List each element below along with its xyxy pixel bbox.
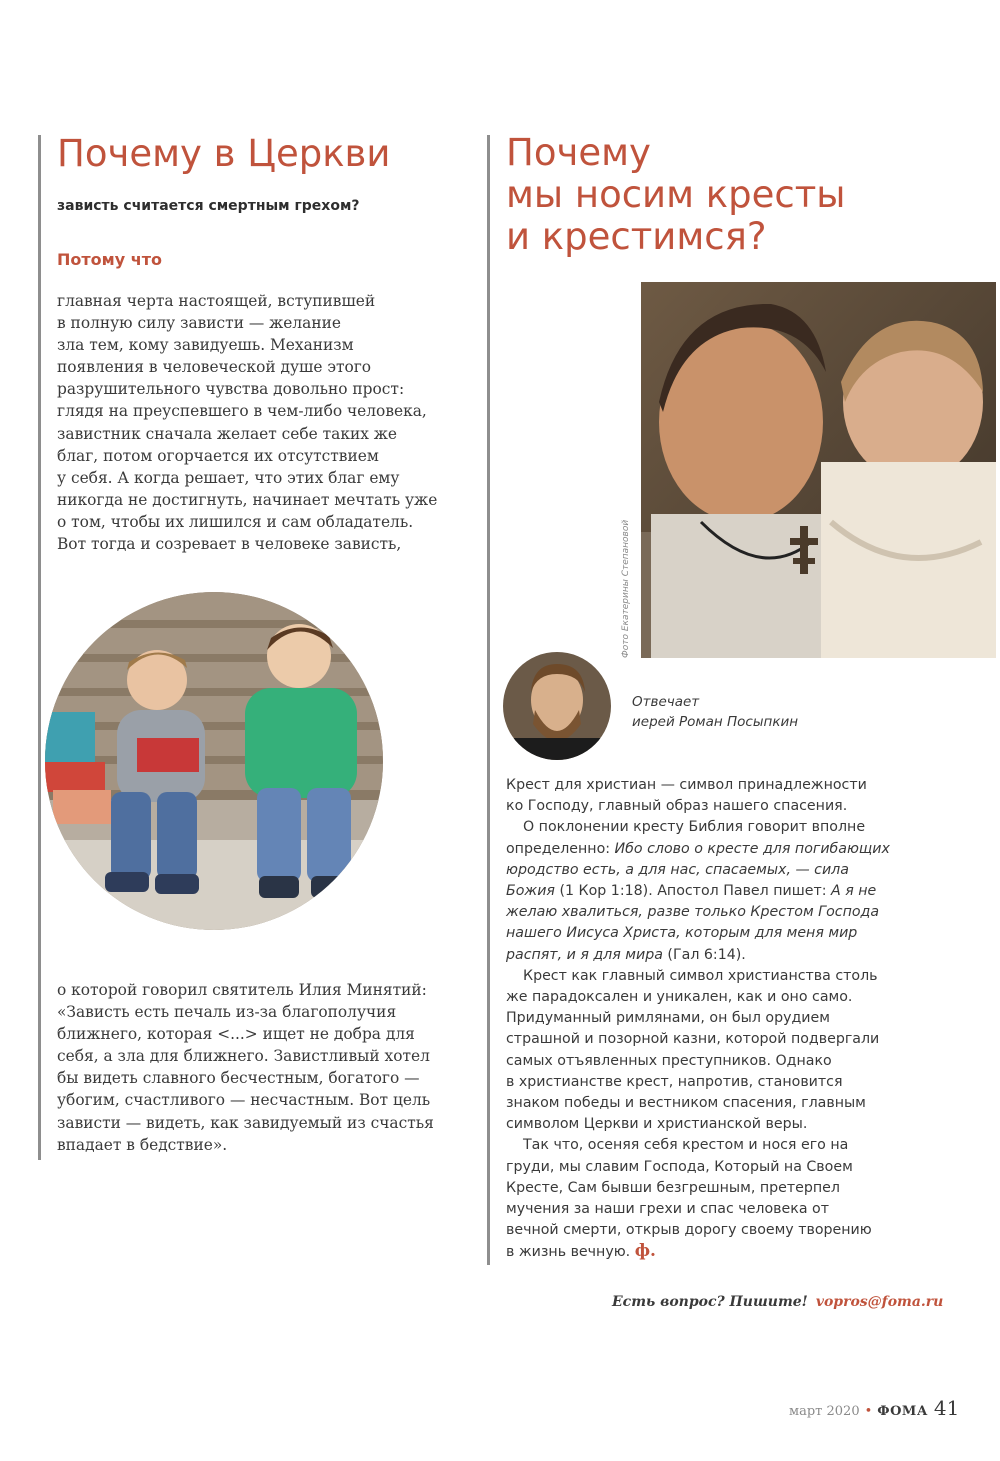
text-line: разрушительного чувства довольно прост: <box>57 380 405 399</box>
text-line: Вот тогда и созревает в человеке зависть, <box>57 535 402 554</box>
text-line: глядя на преуспевшего в чем-либо человека, <box>57 402 427 421</box>
text-line <box>506 839 946 860</box>
left-column-rule <box>38 135 41 1160</box>
text-line: знаком победы и вестником спасения, главным <box>506 1095 866 1112</box>
text-line: у себя. А когда решает, что этих благ ему <box>57 468 400 487</box>
text-line <box>506 1241 946 1263</box>
text-line: зла тем, кому завидуешь. Механизм <box>57 336 354 355</box>
children-photo <box>45 592 383 930</box>
children-illustration <box>45 592 383 930</box>
text-line: зависти — видеть, как завидуемый из счастья <box>57 1113 434 1132</box>
text-line: ближнего, которая <...> ищет не добра для <box>57 1025 415 1044</box>
issue-date: март 2020 <box>789 1404 860 1419</box>
photo-credit: Фото Екатерины Степановой <box>621 519 631 658</box>
text-line: Так что, осеняя себя крестом и нося его на <box>523 1137 849 1154</box>
text-line: о которой говорил святитель Илия Минятий: <box>57 981 427 999</box>
text-line: О поклонении кресту Библия говорит вполне <box>523 819 866 836</box>
text-line: в полную силу зависти — желание <box>57 314 341 333</box>
scripture-quote: юродство есть, а для нас, спасаемых, — сила <box>506 861 849 878</box>
priest-avatar <box>503 652 611 760</box>
text-line <box>506 923 946 944</box>
text-line <box>506 881 946 902</box>
page-number: 41 <box>933 1396 960 1420</box>
text-line: символом Церкви и христианской веры. <box>506 1116 808 1133</box>
text-line: Кресте, Сам бывши безгрешным, претерпел <box>506 1179 840 1196</box>
left-article-subtitle: зависть считается смертным грехом? <box>57 198 360 214</box>
text-line <box>506 945 946 966</box>
text-run: (Гал 6:14). <box>662 946 746 963</box>
text-line: Крест как главный символ христианства столь <box>523 967 878 984</box>
title-line: мы носим кресты <box>506 173 846 216</box>
text-line: Крест для христиан — символ принадлежности <box>506 777 867 793</box>
priest-portrait <box>503 652 611 760</box>
text-line: завистник сначала желает себе таких же <box>57 424 398 443</box>
answered-by-name: иерей Роман Посыпкин <box>632 714 799 730</box>
title-line: и крестимся? <box>506 215 767 258</box>
bullet-icon: • <box>864 1404 873 1419</box>
scripture-quote: Божия <box>506 883 555 900</box>
scripture-quote: желаю хвалиться, разве только Крестом Господа <box>506 904 880 921</box>
text-line: главная черта настоящей, вступившей <box>57 292 376 310</box>
contact-prompt: Есть вопрос? Пишите! <box>612 1294 808 1310</box>
left-paragraph-1 <box>57 290 482 555</box>
text-line: страшной и позорной казни, которой подвергали <box>506 1031 880 1048</box>
contact-line <box>612 1294 943 1310</box>
text-line: бы видеть славного бесчестным, богатого — <box>57 1069 420 1088</box>
scripture-quote: распят, и я для мира <box>506 946 663 963</box>
father-child-photo <box>641 282 996 658</box>
text-line: же парадоксален и уникален, как и оно само. <box>506 989 853 1006</box>
text-run: в жизнь вечную. <box>506 1244 631 1261</box>
text-line: Придуманный римлянами, он был орудием <box>506 1010 830 1027</box>
text-line: себя, а зла для ближнего. Завистливый хотел <box>57 1047 430 1066</box>
text-line: самых отъявленных преступников. Однако <box>506 1052 832 1069</box>
scripture-quote: нашего Иисуса Христа, которым для меня мир <box>506 925 858 942</box>
magazine-name: ФОМА <box>877 1404 928 1419</box>
text-line: появления в человеческой душе этого <box>57 358 372 377</box>
text-line: в христианстве крест, напротив, становится <box>506 1073 843 1090</box>
left-paragraph-2 <box>57 979 482 1156</box>
text-run: (1 Кор 1:18). Апостол Павел пишет: <box>554 883 831 900</box>
page-footer <box>789 1396 959 1420</box>
text-line: о том, чтобы их лишился и сам обладатель. <box>57 512 414 531</box>
text-line: вечной смерти, открыв дорогу своему творению <box>506 1222 872 1239</box>
text-line: впадает в бедствие». <box>57 1135 228 1154</box>
text-line: убогим, счастливого — несчастным. Вот цель <box>57 1091 431 1110</box>
end-mark-icon: ф. <box>634 1241 656 1262</box>
answered-by <box>632 692 798 732</box>
right-article-body <box>506 775 946 1264</box>
title-line: Почему <box>506 131 651 174</box>
text-line: «Зависть есть печаль из-за благополучия <box>57 1003 397 1022</box>
text-run: определенно: <box>506 840 615 857</box>
contact-email-link[interactable]: vopros@foma.ru <box>815 1294 944 1310</box>
answered-by-label: Отвечает <box>632 694 700 710</box>
text-line <box>506 860 946 881</box>
middle-column-rule <box>487 135 490 1265</box>
left-answer-lead: Потому что <box>57 250 162 269</box>
text-line: никогда не достигнуть, начинает мечтать уже <box>57 490 438 509</box>
right-article-title <box>506 132 846 258</box>
text-line <box>506 902 946 923</box>
scripture-quote: Ибо слово о кресте для погибающих <box>614 840 890 857</box>
father-child-illustration <box>641 282 996 658</box>
text-line: мучения за наши грехи и спас человека от <box>506 1201 829 1218</box>
text-line: благ, потом огорчается их отсутствием <box>57 446 379 465</box>
text-line: груди, мы славим Господа, Который на Своем <box>506 1158 853 1175</box>
text-line: ко Господу, главный образ нашего спасения. <box>506 798 848 815</box>
left-article-title: Почему в Церкви <box>57 132 391 175</box>
scripture-quote: А я не <box>831 883 877 900</box>
